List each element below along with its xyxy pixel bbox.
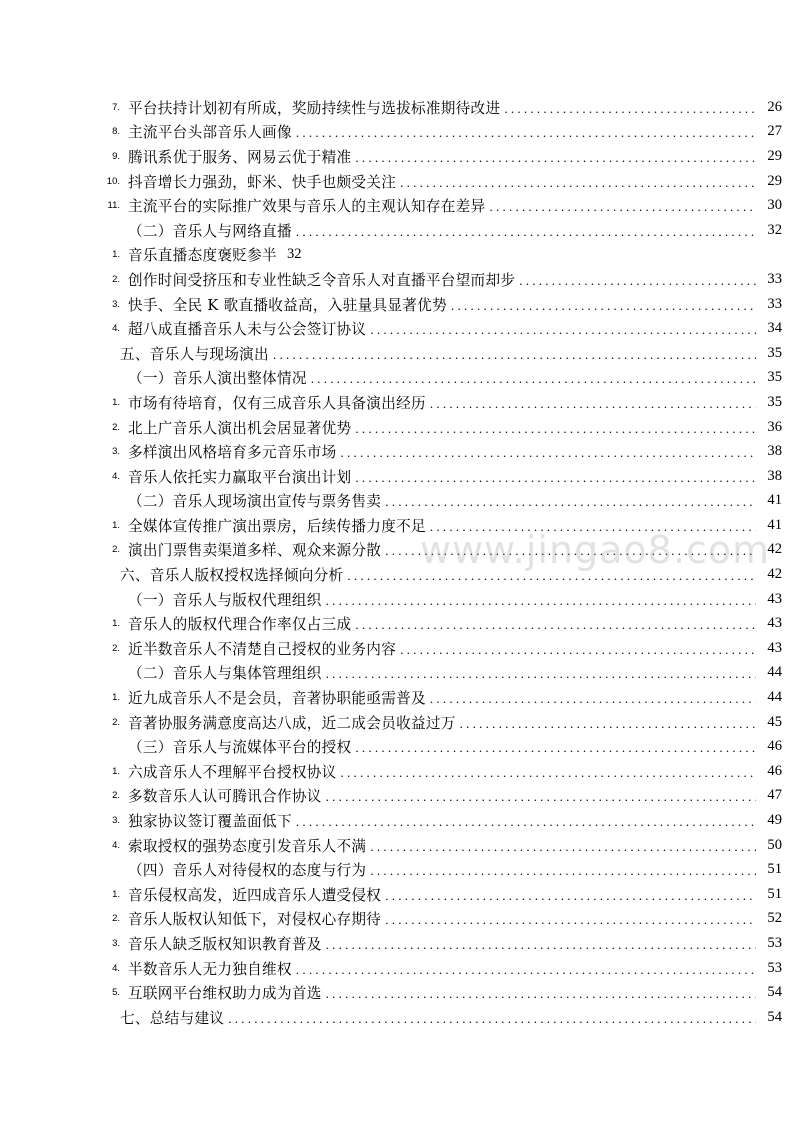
toc-entry-page: 35 — [767, 344, 782, 361]
toc-entry-number: 5. — [112, 987, 120, 999]
toc-entry-number: 7. — [112, 101, 120, 113]
toc-entry-number: 3. — [112, 937, 120, 949]
toc-entry-title: （三）音乐人与流媒体平台的授权 — [128, 739, 352, 757]
toc-entry-number: 1. — [112, 765, 120, 777]
toc-entry-page: 41 — [767, 516, 782, 533]
toc-entry[interactable] — [90, 538, 782, 563]
toc-entry-page: 53 — [767, 959, 782, 976]
toc-entry-page: 26 — [767, 98, 782, 115]
toc-entry-number: 2. — [112, 273, 120, 285]
toc-entry[interactable] — [90, 267, 782, 292]
toc-entry-page: 44 — [767, 664, 782, 681]
toc-entry-title: （二）音乐人现场演出宣传与票务售卖 — [128, 493, 382, 511]
toc-leader-dots — [228, 1012, 756, 1025]
toc-entry[interactable] — [90, 439, 782, 464]
toc-entry-title: 音乐人的版权代理合作率仅占三成 — [128, 616, 352, 634]
toc-entry-title: 音乐人缺乏版权知识教育普及 — [128, 935, 322, 953]
toc-entry[interactable] — [90, 980, 782, 1005]
toc-entry-title: 六、音乐人版权授权选择倾向分析 — [120, 567, 344, 585]
toc-entry-number: 3. — [112, 446, 120, 458]
toc-entry-number: 1. — [112, 888, 120, 900]
toc-entry-number: 1. — [112, 519, 120, 531]
toc-entry[interactable] — [90, 734, 782, 759]
toc-leader-dots — [341, 766, 756, 779]
toc-entry-page: 38 — [767, 467, 782, 484]
toc-entry-title: （四）音乐人对待侵权的态度与行为 — [128, 862, 367, 880]
toc-entry-page: 35 — [767, 369, 782, 386]
toc-entry-title: 音著协服务满意度高达八成，近二成会员收益过万 — [128, 714, 456, 732]
toc-entry-page: 42 — [767, 541, 782, 558]
toc-entry-page: 35 — [767, 393, 782, 410]
toc-entry-number: 1. — [112, 396, 120, 408]
toc-leader-dots — [385, 495, 756, 508]
toc-entry-page: 33 — [767, 295, 782, 312]
toc-entry-page: 46 — [767, 738, 782, 755]
toc-entry-page: 32 — [767, 221, 782, 238]
toc-entry-title: （二）音乐人与集体管理组织 — [128, 665, 322, 683]
toc-entry-title: 平台扶持计划初有所成，奖励持续性与选拔标准期待改进 — [128, 99, 501, 117]
toc-leader-dots — [311, 372, 756, 385]
toc-entry-title: 音乐人版权认知低下，对侵权心存期待 — [128, 911, 382, 929]
toc-entry-page: 51 — [767, 861, 782, 878]
toc-entry-title: 北上广音乐人演出机会居显著优势 — [128, 419, 352, 437]
toc-entry-page: 43 — [767, 590, 782, 607]
toc-leader-dots — [296, 815, 756, 828]
toc-entry-page: 51 — [767, 885, 782, 902]
toc-entry-page: 50 — [767, 836, 782, 853]
toc-entry-page: 46 — [767, 762, 782, 779]
toc-entry-number: 10. — [106, 175, 120, 187]
toc-leader-dots — [504, 102, 756, 115]
watermark: www.jingao8.com — [420, 528, 771, 572]
toc-entry[interactable] — [90, 784, 782, 809]
toc-entry-title: （二）音乐人与网络直播 — [128, 222, 292, 240]
toc-leader-dots — [370, 323, 756, 336]
toc-entry-number: 2. — [112, 913, 120, 925]
toc-leader-dots — [385, 544, 756, 557]
toc-entry-page: 49 — [767, 812, 782, 829]
toc-entry-page: 30 — [767, 197, 782, 214]
toc-entry-page: 43 — [767, 615, 782, 632]
toc-entry-page: 43 — [767, 639, 782, 656]
toc-entry-title: 全媒体宣传推广演出票房，后续传播力度不足 — [128, 517, 426, 535]
toc-leader-dots — [326, 987, 756, 1000]
toc-entry-title: 互联网平台维权助力成为首选 — [128, 985, 322, 1003]
toc-leader-dots — [460, 717, 756, 730]
toc-entry-number: 1. — [112, 618, 120, 630]
toc-entry-title: 市场有待培育，仅有三成音乐人具备演出经历 — [128, 394, 426, 412]
toc-entry-number: 1. — [112, 692, 120, 704]
table-of-contents — [90, 95, 782, 1030]
toc-entry[interactable] — [90, 562, 782, 587]
toc-leader-dots — [400, 176, 756, 189]
toc-entry-number: 2. — [112, 790, 120, 802]
toc-leader-dots — [355, 422, 756, 435]
toc-entry-number: 2. — [112, 716, 120, 728]
toc-leader-dots — [355, 618, 756, 631]
toc-entry-title: （一）音乐人演出整体情况 — [128, 370, 307, 388]
toc-leader-dots — [430, 397, 756, 410]
toc-leader-dots — [296, 225, 756, 238]
toc-leader-dots — [355, 741, 756, 754]
toc-entry-title: 主流平台头部音乐人画像 — [128, 124, 292, 142]
toc-leader-dots — [519, 274, 756, 287]
toc-entry-page: 54 — [767, 984, 782, 1001]
toc-entry-page: 38 — [767, 443, 782, 460]
toc-entry[interactable] — [90, 316, 782, 341]
toc-entry-title: 腾讯系优于服务、网易云优于精准 — [128, 148, 352, 166]
toc-entry-title: 独家协议签订覆盖面低下 — [128, 813, 292, 831]
toc-entry-number: 2. — [112, 642, 120, 654]
toc-entry[interactable] — [90, 464, 782, 489]
toc-entry-title: 多样演出风格培育多元音乐市场 — [128, 444, 337, 462]
toc-entry-page: 42 — [767, 566, 782, 583]
toc-entry-page: 54 — [767, 1008, 782, 1025]
toc-entry-number: 4. — [112, 839, 120, 851]
toc-entry[interactable] — [90, 833, 782, 858]
toc-entry-page: 36 — [767, 418, 782, 435]
toc-entry-title: 多数音乐人认可腾讯合作协议 — [128, 788, 322, 806]
toc-entry[interactable] — [90, 489, 782, 514]
toc-entry-title: 超八成直播音乐人未与公会签订协议 — [128, 321, 367, 339]
toc-leader-dots — [370, 840, 756, 853]
toc-entry[interactable] — [90, 587, 782, 612]
toc-entry[interactable] — [90, 120, 782, 145]
toc-entry-number: 4. — [112, 323, 120, 335]
toc-entry[interactable] — [90, 685, 782, 710]
toc-entry[interactable] — [90, 882, 782, 907]
toc-leader-dots — [385, 889, 756, 902]
toc-entry[interactable] — [90, 956, 782, 981]
toc-entry-page: 33 — [767, 270, 782, 287]
toc-entry-title: 演出门票售卖渠道多样、观众来源分散 — [128, 542, 382, 560]
toc-entry-title: 音乐直播态度褒贬参半 — [128, 247, 277, 265]
toc-entry-page: 27 — [767, 123, 782, 140]
toc-entry-page: 52 — [767, 910, 782, 927]
toc-entry-page: 29 — [767, 172, 782, 189]
toc-leader-dots — [355, 471, 756, 484]
toc-entry[interactable] — [90, 759, 782, 784]
toc-entry[interactable] — [90, 611, 782, 636]
toc-entry-number: 3. — [112, 298, 120, 310]
toc-entry[interactable] — [90, 341, 782, 366]
toc-entry-title: 近九成音乐人不是会员，音著协职能亟需普及 — [128, 690, 426, 708]
toc-entry[interactable] — [90, 857, 782, 882]
toc-entry-title: 六成音乐人不理解平台授权协议 — [128, 763, 337, 781]
toc-entry[interactable] — [90, 1005, 782, 1030]
toc-leader-dots — [451, 299, 756, 312]
toc-entry[interactable] — [90, 415, 782, 440]
toc-entry-title: 主流平台的实际推广效果与音乐人的主观认知存在差异 — [128, 198, 486, 216]
toc-entry-title: 音乐侵权高发，近四成音乐人遭受侵权 — [128, 886, 382, 904]
toc-entry-title: 抖音增长力强劲，虾米、快手也颇受关注 — [128, 173, 397, 191]
toc-entry[interactable] — [90, 193, 782, 218]
toc-entry-title: （一）音乐人与版权代理组织 — [128, 591, 322, 609]
toc-entry-page: 45 — [767, 713, 782, 730]
toc-entry-title: 索取授权的强势态度引发音乐人不满 — [128, 837, 367, 855]
toc-entry-title: 半数音乐人无力独自维权 — [128, 960, 292, 978]
toc-entry-number: 8. — [112, 126, 120, 138]
toc-leader-dots — [430, 520, 756, 533]
toc-entry[interactable] — [90, 931, 782, 956]
toc-entry[interactable] — [90, 513, 782, 538]
toc-entry-page: 47 — [767, 787, 782, 804]
toc-entry-title: 五、音乐人与现场演出 — [120, 345, 269, 363]
toc-entry-title: 创作时间受挤压和专业性缺乏令音乐人对直播平台望而却步 — [128, 271, 516, 289]
toc-entry-page: 29 — [767, 147, 782, 164]
toc-entry-number: 4. — [112, 470, 120, 482]
toc-entry-number: 4. — [112, 962, 120, 974]
toc-leader-dots — [355, 151, 756, 164]
toc-entry[interactable] — [90, 907, 782, 932]
toc-leader-dots — [489, 200, 756, 213]
toc-leader-dots — [326, 667, 756, 680]
toc-entry-number: 1. — [112, 249, 120, 261]
toc-entry-number: 2. — [112, 544, 120, 556]
toc-leader-dots — [347, 569, 756, 582]
toc-entry-page: 41 — [767, 492, 782, 509]
toc-entry-number: 11. — [107, 200, 120, 212]
toc-entry-title: 音乐人依托实力赢取平台演出计划 — [128, 468, 352, 486]
toc-leader-dots — [296, 126, 756, 139]
toc-entry-title: 近半数音乐人不清楚自己授权的业务内容 — [128, 640, 397, 658]
toc-entry[interactable] — [90, 808, 782, 833]
toc-entry-number: 2. — [112, 421, 120, 433]
toc-entry[interactable] — [90, 243, 782, 268]
toc-entry[interactable] — [90, 710, 782, 735]
toc-entry[interactable] — [90, 169, 782, 194]
toc-entry[interactable] — [90, 292, 782, 317]
toc-entry-page: 53 — [767, 934, 782, 951]
toc-entry-page: 34 — [767, 320, 782, 337]
toc-entry[interactable] — [90, 390, 782, 415]
toc-entry-page: 32 — [286, 246, 302, 263]
toc-entry[interactable] — [90, 636, 782, 661]
toc-leader-dots — [400, 643, 756, 656]
toc-leader-dots — [296, 963, 756, 976]
toc-leader-dots — [273, 348, 756, 361]
toc-leader-dots — [385, 913, 756, 926]
toc-entry[interactable] — [90, 144, 782, 169]
toc-leader-dots — [370, 864, 756, 877]
toc-entry-number: 9. — [112, 150, 120, 162]
toc-leader-dots — [341, 446, 756, 459]
toc-entry[interactable] — [90, 218, 782, 243]
toc-entry[interactable] — [90, 661, 782, 686]
toc-entry-title: 快手、全民 K 歌直播收益高，入驻量具显著优势 — [128, 296, 447, 314]
toc-entry-title: 七、总结与建议 — [120, 1009, 225, 1027]
toc-leader-dots — [326, 594, 756, 607]
toc-entry-page: 44 — [767, 689, 782, 706]
toc-entry-number: 3. — [112, 815, 120, 827]
toc-leader-dots — [326, 790, 756, 803]
toc-entry[interactable] — [90, 95, 782, 120]
toc-leader-dots — [326, 938, 756, 951]
toc-leader-dots — [430, 692, 756, 705]
toc-entry[interactable] — [90, 366, 782, 391]
